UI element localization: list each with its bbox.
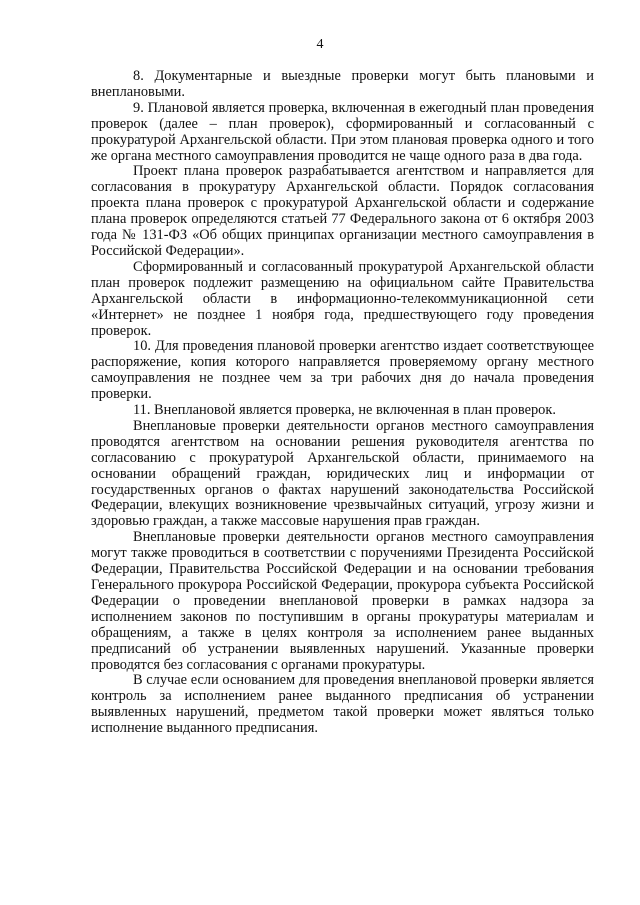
page-number: 4: [316, 37, 324, 52]
paragraph-unscheduled-inspections-orders: Внеплановые проверки деятельности органов местного самоуправления могут также проводиться в соответствии с поручениями Президента Российской Федерации, Правительства Российской Федерации и на основании требования Генерального прокурора Российской Федерации, прокурора субъекта Российской Федерации о проведении внеплановой проверки в рамках надзора за исполнением законов по поступившим в органы прокуратуры материалам и обращениям, а также в целях контроля за исполнением ранее выданных предписаний об устранении выявленных нарушений. Указанные проверки проводятся без согласования с органами прокуратуры.: [91, 529, 594, 673]
paragraph-item-11: 11. Внеплановой является проверка, не включенная в план проверок.: [133, 402, 556, 419]
paragraph-inspection-plan-publication: Сформированный и согласованный прокуратурой Архангельской области план проверок подлежит размещению на официальном сайте Правительства Архангельской области в информационно-телекоммуникационной сети «Интернет» не позднее 1 ноября года, предшествующего году проведения проверок.: [91, 258, 594, 339]
paragraph-inspection-plan-draft: Проект плана проверок разрабатывается агентством и направляется для согласования в прокуратуру Архангельской области. Порядок согласования проекта плана проверок с прокуратурой Архангельской области и содержание плана проверок определяются статьей 77 Федерального закона от 6 октября 2003 года № 131-ФЗ «Об общих принципах организации местного самоуправления в Российской Федерации».: [91, 163, 594, 259]
paragraph-item-10: 10. Для проведения плановой проверки агентство издает соответствующее распоряжение, копия которого направляется проверяемому органу местного самоуправления не позднее чем за три рабочих дня до начала проведения проверки.: [91, 338, 594, 403]
paragraph-item-9: 9. Плановой является проверка, включенная в ежегодный план проведения проверок (далее – план проверок), сформированный и согласованный с прокуратурой Архангельской области. При этом плановая проверка одного и того же органа местного самоуправления проводится не чаще одного раза в два года.: [91, 99, 594, 164]
paragraph-prescription-control: В случае если основанием для проведения внеплановой проверки является контроль за исполнением ранее выданного предписания об устранении выявленных нарушений, предметом такой проверки может являться только исполнение выданного предписания.: [91, 672, 594, 737]
paragraph-unscheduled-inspections-grounds: Внеплановые проверки деятельности органов местного самоуправления проводятся агентством на основании решения руководителя агентства по согласованию с прокуратурой Архангельской области, принимаемого на основании обращений граждан, юридических лиц и информации от государственных органов о фактах нарушений законодательства Российской Федерации, влекущих возникновение чрезвычайных ситуаций, угрозу жизни и здоровью граждан, а также массовые нарушения прав граждан.: [91, 417, 594, 530]
document-body: [91, 69, 594, 737]
paragraph-item-8: 8. Документарные и выездные проверки могут быть плановыми и внеплановыми.: [91, 68, 594, 100]
